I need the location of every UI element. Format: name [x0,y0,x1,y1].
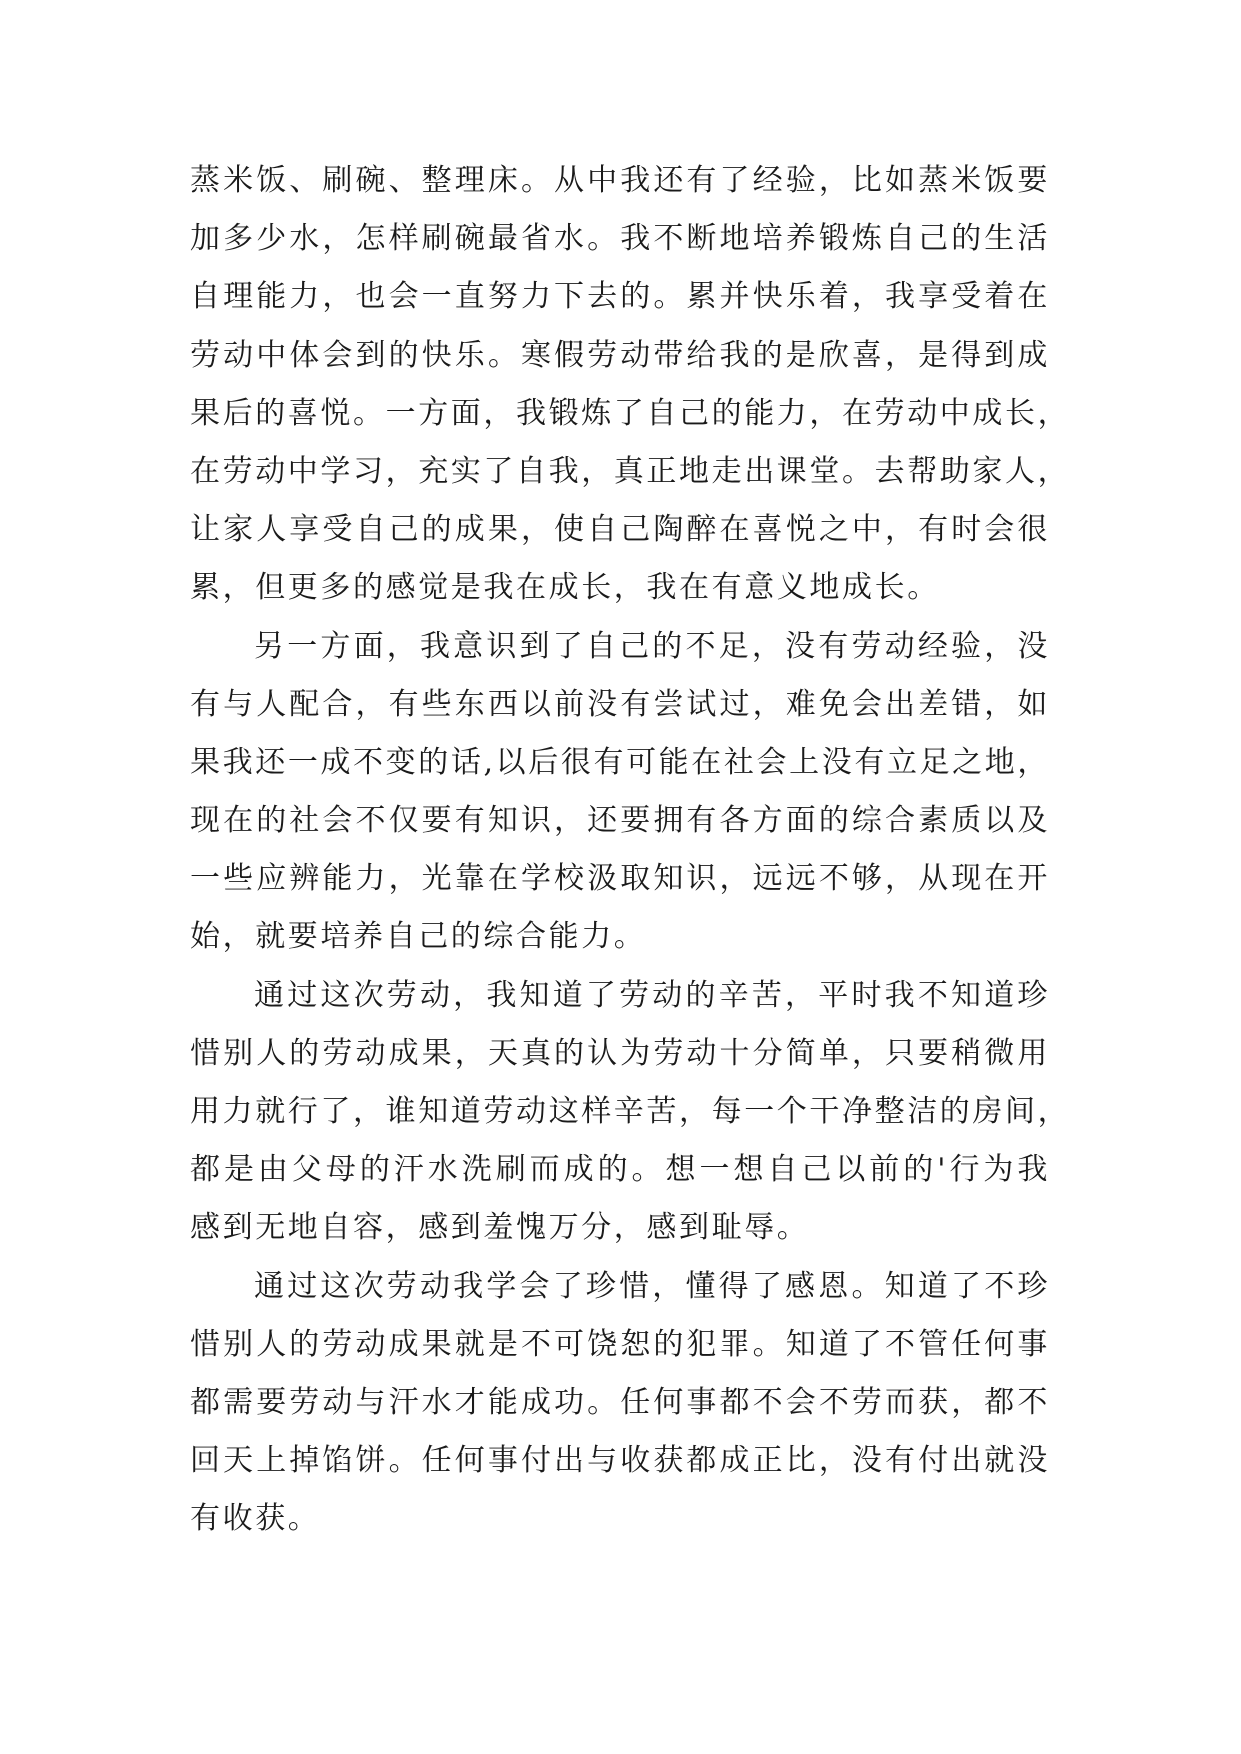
text-line: 一些应辨能力，光靠在学校汲取知识，远远不够，从现在开 [190,861,1050,897]
text-line: 都需要劳动与汗水才能成功。任何事都不会不劳而获，都不 [190,1384,1050,1420]
text-line: 果后的喜悦。一方面，我锻炼了自己的能力，在劳动中成长， [190,395,1071,431]
body-text [190,152,1071,1549]
text-line: 惜别人的劳动成果，天真的认为劳动十分简单，只要稍微用 [190,1035,1050,1071]
text-line: 惜别人的劳动成果就是不可饶恕的犯罪。知道了不管任何事 [190,1326,1050,1362]
text-line: 累，但更多的感觉是我在成长，我在有意义地成长。 [190,570,940,606]
text-line: 通过这次劳动我学会了珍惜，懂得了感恩。知道了不珍 [254,1268,1050,1304]
text-line: 回天上掉馅饼。任何事付出与收获都成正比，没有付出就没 [190,1443,1050,1479]
text-line: 有收获。 [190,1501,321,1537]
paragraph-4 [190,1258,1050,1549]
text-line: 通过这次劳动，我知道了劳动的辛苦，平时我不知道珍 [254,977,1050,1013]
text-line: 果我还一成不变的话,以后很有可能在社会上没有立足之地， [190,744,1050,780]
paragraph-2 [190,618,1050,967]
text-line: 始，就要培养自己的综合能力。 [190,919,647,955]
paragraph-1 [190,152,1071,618]
text-line: 用力就行了，谁知道劳动这样辛苦，每一个干净整洁的房间， [190,1094,1071,1129]
text-line: 另一方面，我意识到了自己的不足，没有劳动经验，没 [254,628,1050,664]
text-line: 劳动中体会到的快乐。寒假劳动带给我的是欣喜，是得到成 [190,337,1050,373]
text-line: 让家人享受自己的成果，使自己陶醉在喜悦之中，有时会很 [190,512,1050,548]
text-line: 蒸米饭、刷碗、整理床。从中我还有了经验，比如蒸米饭要 [190,163,1050,198]
text-line: 加多少水，怎样刷碗最省水。我不断地培养锻炼自己的生活 [190,221,1050,257]
text-line: 有与人配合，有些东西以前没有尝试过，难免会出差错，如 [190,686,1050,722]
text-line: 感到无地自容，感到羞愧万分，感到耻辱。 [190,1210,810,1246]
text-line: 都是由父母的汗水洗刷而成的。想一想自己以前的'行为我 [190,1152,1050,1188]
paragraph-3 [190,967,1071,1258]
text-line: 现在的社会不仅要有知识，还要拥有各方面的综合素质以及 [190,803,1050,839]
text-line: 自理能力，也会一直努力下去的。累并快乐着，我享受着在 [190,279,1050,315]
text-line: 在劳动中学习，充实了自我，真正地走出课堂。去帮助家人， [190,453,1071,489]
